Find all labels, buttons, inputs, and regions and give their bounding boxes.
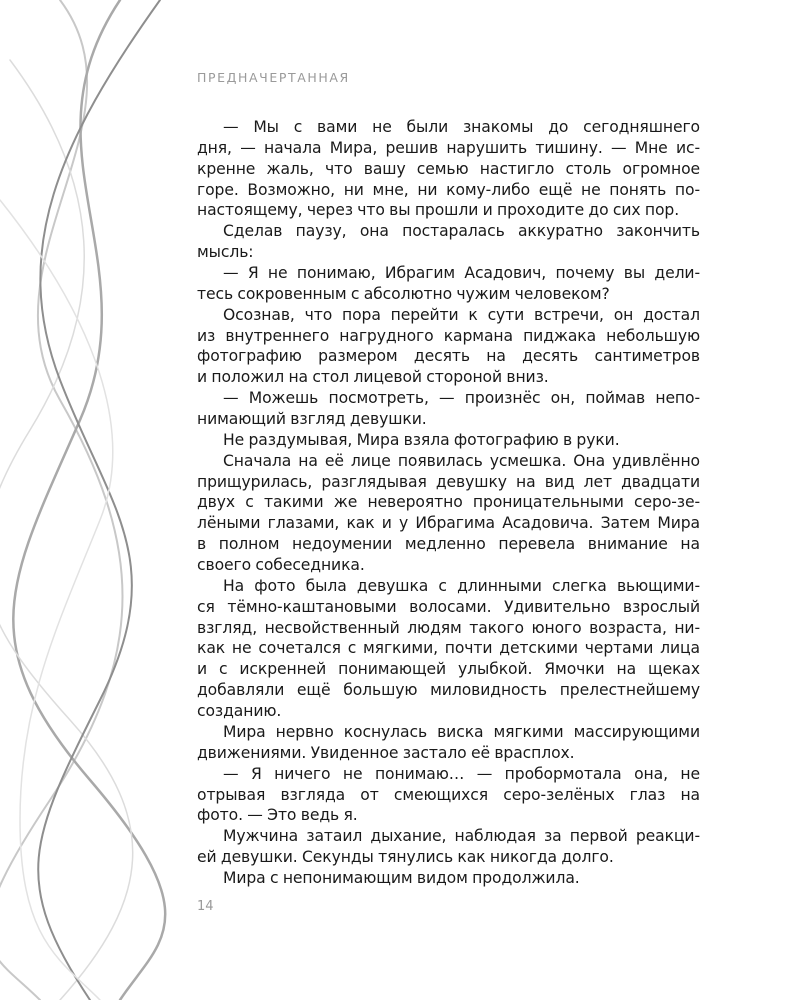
paragraph	[197, 388, 700, 430]
text-line: лёными глазами, как и у Ибрагима Асадовича. Затем Мира	[197, 514, 700, 533]
text-line: фото. — Это ведь я.	[197, 806, 358, 825]
text-line: Сделав паузу, она постаралась аккуратно закончить	[223, 222, 700, 241]
paragraph	[197, 263, 700, 305]
text-line: Сначала на её лице появилась усмешка. Она удивлённо	[223, 451, 700, 470]
text-line: как не сочетался с мягкими, почти детскими чертами лица	[197, 639, 700, 658]
text-line: — Мы с вами не были знакомы до сегодняшнего	[223, 118, 700, 136]
paragraph	[197, 826, 700, 868]
text-line: На фото была девушка с длинными слегка вьющими-	[223, 576, 700, 595]
text-line: взгляд, несвойственный людям такого юного возраста, ни-	[197, 618, 700, 637]
paragraph	[197, 722, 700, 764]
wave-line	[13, 0, 165, 1000]
text-line: — Я ничего не понимаю… — пробормотала она, не	[223, 764, 700, 783]
text-line: из внутреннего нагрудного кармана пиджака небольшую	[197, 326, 700, 345]
text-line: движениями. Увиденное застало её врасплох.	[197, 743, 575, 762]
text-line: фотографию размером десять на десять сантиметров	[197, 347, 700, 366]
text-line: и с искренней понимающей улыбкой. Ямочки на щеках	[197, 660, 700, 679]
text-line: созданию.	[197, 702, 282, 721]
text-line: Мира с непонимающим видом продолжила.	[223, 868, 580, 887]
text-line: нимающий взгляд девушки.	[197, 410, 427, 429]
decorative-wave-lines	[0, 0, 200, 1000]
text-line: — Можешь посмотреть, — произнёс он, поймав непо-	[223, 389, 700, 408]
text-line: горе. Возможно, ни мне, ни кому-либо ещё не понять по-	[197, 180, 700, 199]
text-line: Мира нервно коснулась виска мягкими массирующими	[223, 722, 700, 741]
text-line: кренне жаль, что вашу семью настигло столь огромное	[197, 159, 700, 178]
text-line: ся тёмно-каштановыми волосами. Удивительно взрослый	[197, 597, 700, 616]
running-head: ПРЕДНАЧЕРТАННАЯ	[197, 70, 350, 85]
wave-line	[0, 200, 113, 1000]
page-number: 14	[197, 899, 214, 914]
text-line: прищурилась, разглядывая девушку на вид лет двадцати	[197, 472, 700, 491]
paragraph	[197, 868, 700, 889]
text-line: в полном недоумении медленно перевела внимание на	[197, 535, 700, 554]
body-text	[197, 117, 700, 889]
text-line: отрывая взгляда от смеющихся серо-зелёных глаз на	[197, 785, 700, 804]
text-line: мысль:	[197, 243, 254, 262]
text-line: своего собеседника.	[197, 556, 365, 575]
text-line: дня, — начала Мира, решив нарушить тишину. — Мне ис-	[197, 138, 700, 157]
text-line: Осознав, что пора перейти к сути встречи, он достал	[223, 305, 700, 324]
paragraph	[197, 305, 700, 388]
paragraph	[197, 117, 700, 221]
paragraph	[197, 576, 700, 722]
text-line: — Я не понимаю, Ибрагим Асадович, почему вы дели-	[223, 264, 700, 283]
text-line: Не раздумывая, Мира взяла фотографию в руки.	[223, 430, 620, 449]
paragraph	[197, 430, 700, 451]
text-line: Мужчина затаил дыхание, наблюдая за первой реакци-	[223, 827, 700, 846]
wave-line	[0, 0, 123, 1000]
text-line: добавляли ещё большую миловидность прелестнейшему	[197, 681, 700, 700]
paragraph	[197, 764, 700, 827]
paragraph	[197, 451, 700, 576]
paragraph	[197, 221, 700, 263]
text-line: настоящему, через что вы прошли и проходите до сих пор.	[197, 201, 680, 220]
text-line: двух с такими же невероятно проницательными серо-зе-	[197, 493, 700, 512]
wave-line	[0, 60, 133, 1000]
text-line: ей девушки. Секунды тянулись как никогда долго.	[197, 848, 614, 867]
text-line: тесь сокровенным с абсолютно чужим человеком?	[197, 284, 610, 303]
text-line: и положил на стол лицевой стороной вниз.	[197, 368, 549, 387]
